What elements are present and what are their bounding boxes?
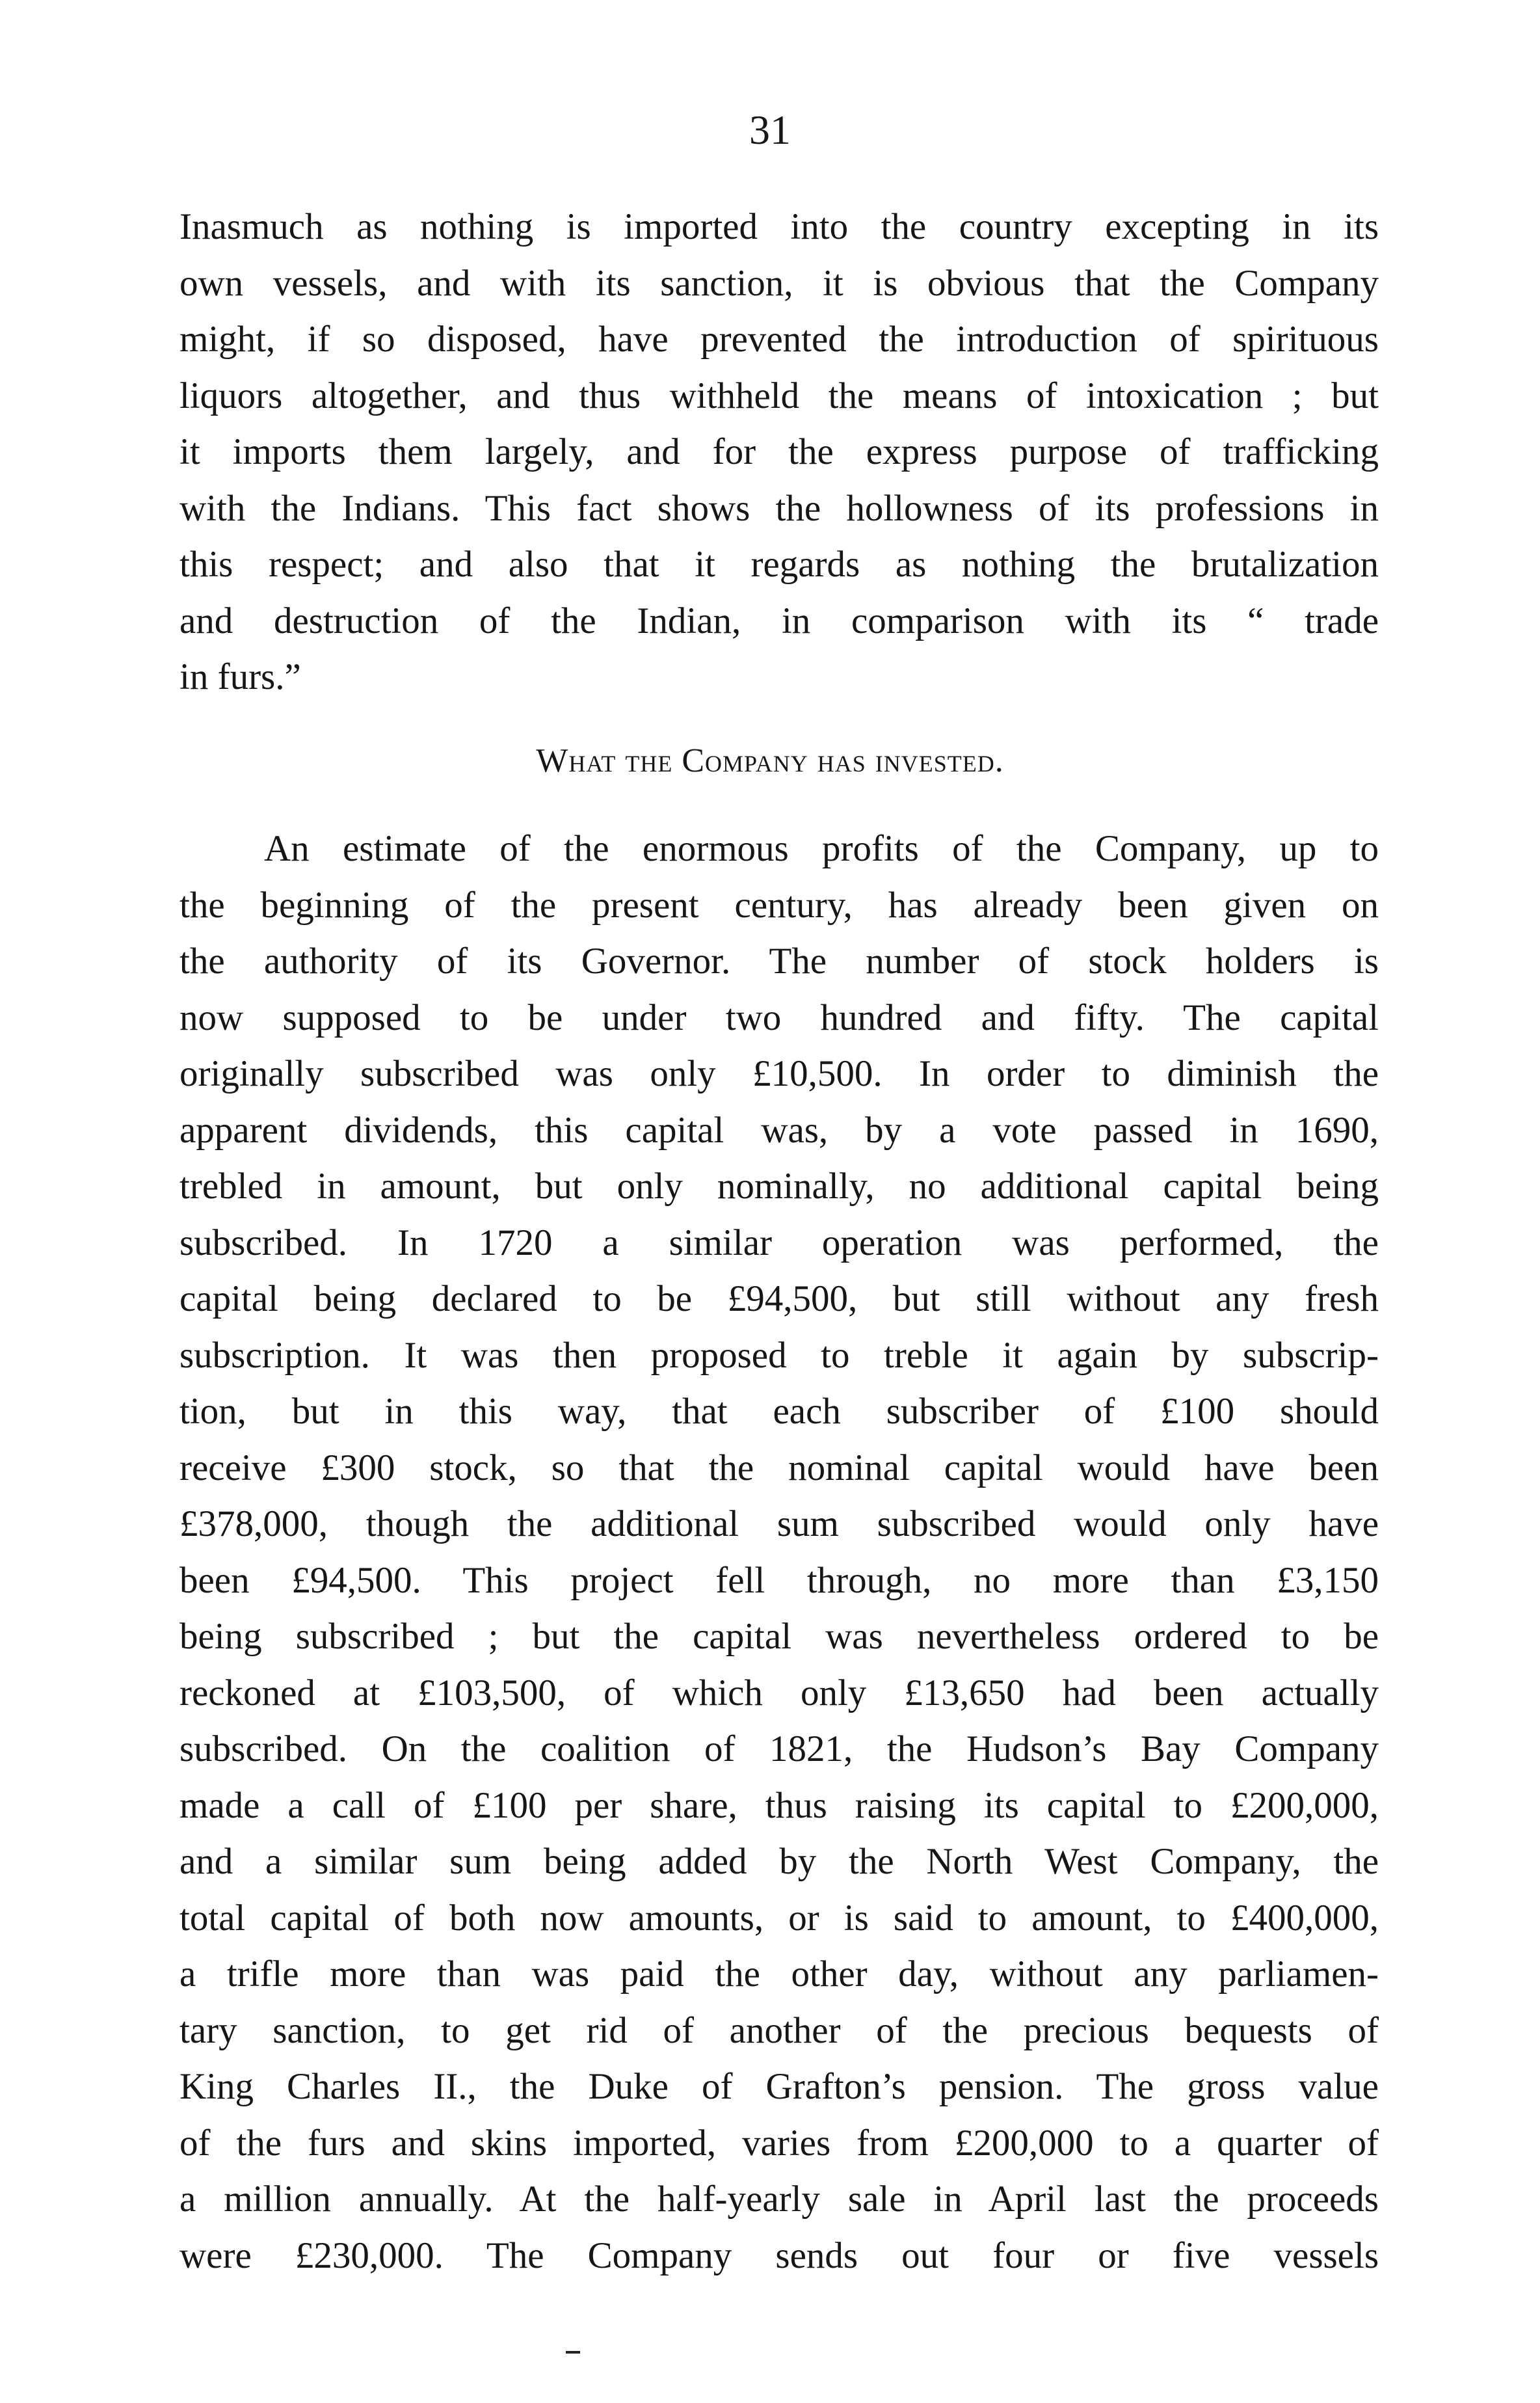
text-line: now supposed to be under two hundred and fifty. The capital: [179, 997, 1379, 1038]
text-line: apparent dividends, this capital was, by a vote passed in 1690,: [179, 1109, 1379, 1151]
text-line: made a call of £100 per share, thus raising its capital to £200,000,: [179, 1784, 1379, 1826]
text-line: capital being declared to be £94,500, but still without any fresh: [179, 1278, 1379, 1319]
text-line: subscribed. On the coalition of 1821, the Hudson’s Bay Company: [179, 1728, 1379, 1769]
text-line: trebled in amount, but only nominally, no additional capital being: [179, 1166, 1379, 1207]
text-line: with the Indians. This fact shows the hollowness of its professions in: [179, 487, 1379, 529]
text-line: a million annually. At the half-yearly sale in April last the proceeds: [179, 2179, 1379, 2220]
text-line: it imports them largely, and for the express purpose of trafficking: [179, 431, 1379, 472]
text-line: tary sanction, to get rid of another of the precious bequests of: [179, 2009, 1379, 2051]
text-line: reckoned at £103,500, of which only £13,650 had been actually: [179, 1672, 1379, 1713]
section-heading-text: What the Company has invested.: [536, 742, 1004, 779]
text-line: being subscribed ; but the capital was nevertheless ordered to be: [179, 1616, 1379, 1657]
text-line: been £94,500. This project fell through, no more than £3,150: [179, 1559, 1379, 1601]
text-line: £378,000, though the additional sum subscribed would only have: [179, 1503, 1379, 1544]
text-line: were £230,000. The Company sends out four or five vessels: [179, 2235, 1379, 2276]
text-line: the authority of its Governor. The number of stock holders is: [179, 941, 1379, 982]
text-line: receive £300 stock, so that the nominal capital would have been: [179, 1447, 1379, 1488]
paragraph-company-capital: [179, 821, 1379, 2284]
footer-dash-mark: [566, 2351, 580, 2354]
text-line: total capital of both now amounts, or is said to amount, to £400,000,: [179, 1897, 1379, 1939]
text-line: own vessels, and with its sanction, it is obvious that the Company: [179, 262, 1379, 304]
paragraph-spirituous-liquors: [179, 199, 1379, 706]
text-line: Inasmuch as nothing is imported into the country excepting in its: [179, 206, 1379, 247]
text-line: subscribed. In 1720 a similar operation was performed, the: [179, 1222, 1379, 1263]
text-line: in furs.”: [179, 656, 301, 697]
text-line: tion, but in this way, that each subscriber of £100 should: [179, 1391, 1379, 1432]
page-number: 31: [749, 107, 791, 153]
text-line: a trifle more than was paid the other day, without any parliamen-: [179, 1953, 1379, 1994]
text-line: the beginning of the present century, has already been given on: [179, 884, 1379, 926]
text-line: King Charles II., the Duke of Grafton’s pension. The gross value: [179, 2066, 1379, 2107]
text-line: and a similar sum being added by the North West Company, the: [179, 1841, 1379, 1882]
text-line: An estimate of the enormous profits of the Company, up to: [264, 828, 1379, 869]
text-line: liquors altogether, and thus withheld the means of intoxication ; but: [179, 375, 1379, 416]
text-line: this respect; and also that it regards as nothing the brutalization: [179, 544, 1379, 585]
text-line: and destruction of the Indian, in comparison with its “ trade: [179, 600, 1379, 641]
text-line: might, if so disposed, have prevented the introduction of spirituous: [179, 319, 1379, 360]
text-line: originally subscribed was only £10,500. In order to diminish the: [179, 1053, 1379, 1094]
text-line: of the furs and skins imported, varies from £200,000 to a quarter of: [179, 2122, 1379, 2164]
section-heading: [0, 735, 1540, 787]
text-line: subscription. It was then proposed to treble it again by subscrip-: [179, 1334, 1379, 1376]
